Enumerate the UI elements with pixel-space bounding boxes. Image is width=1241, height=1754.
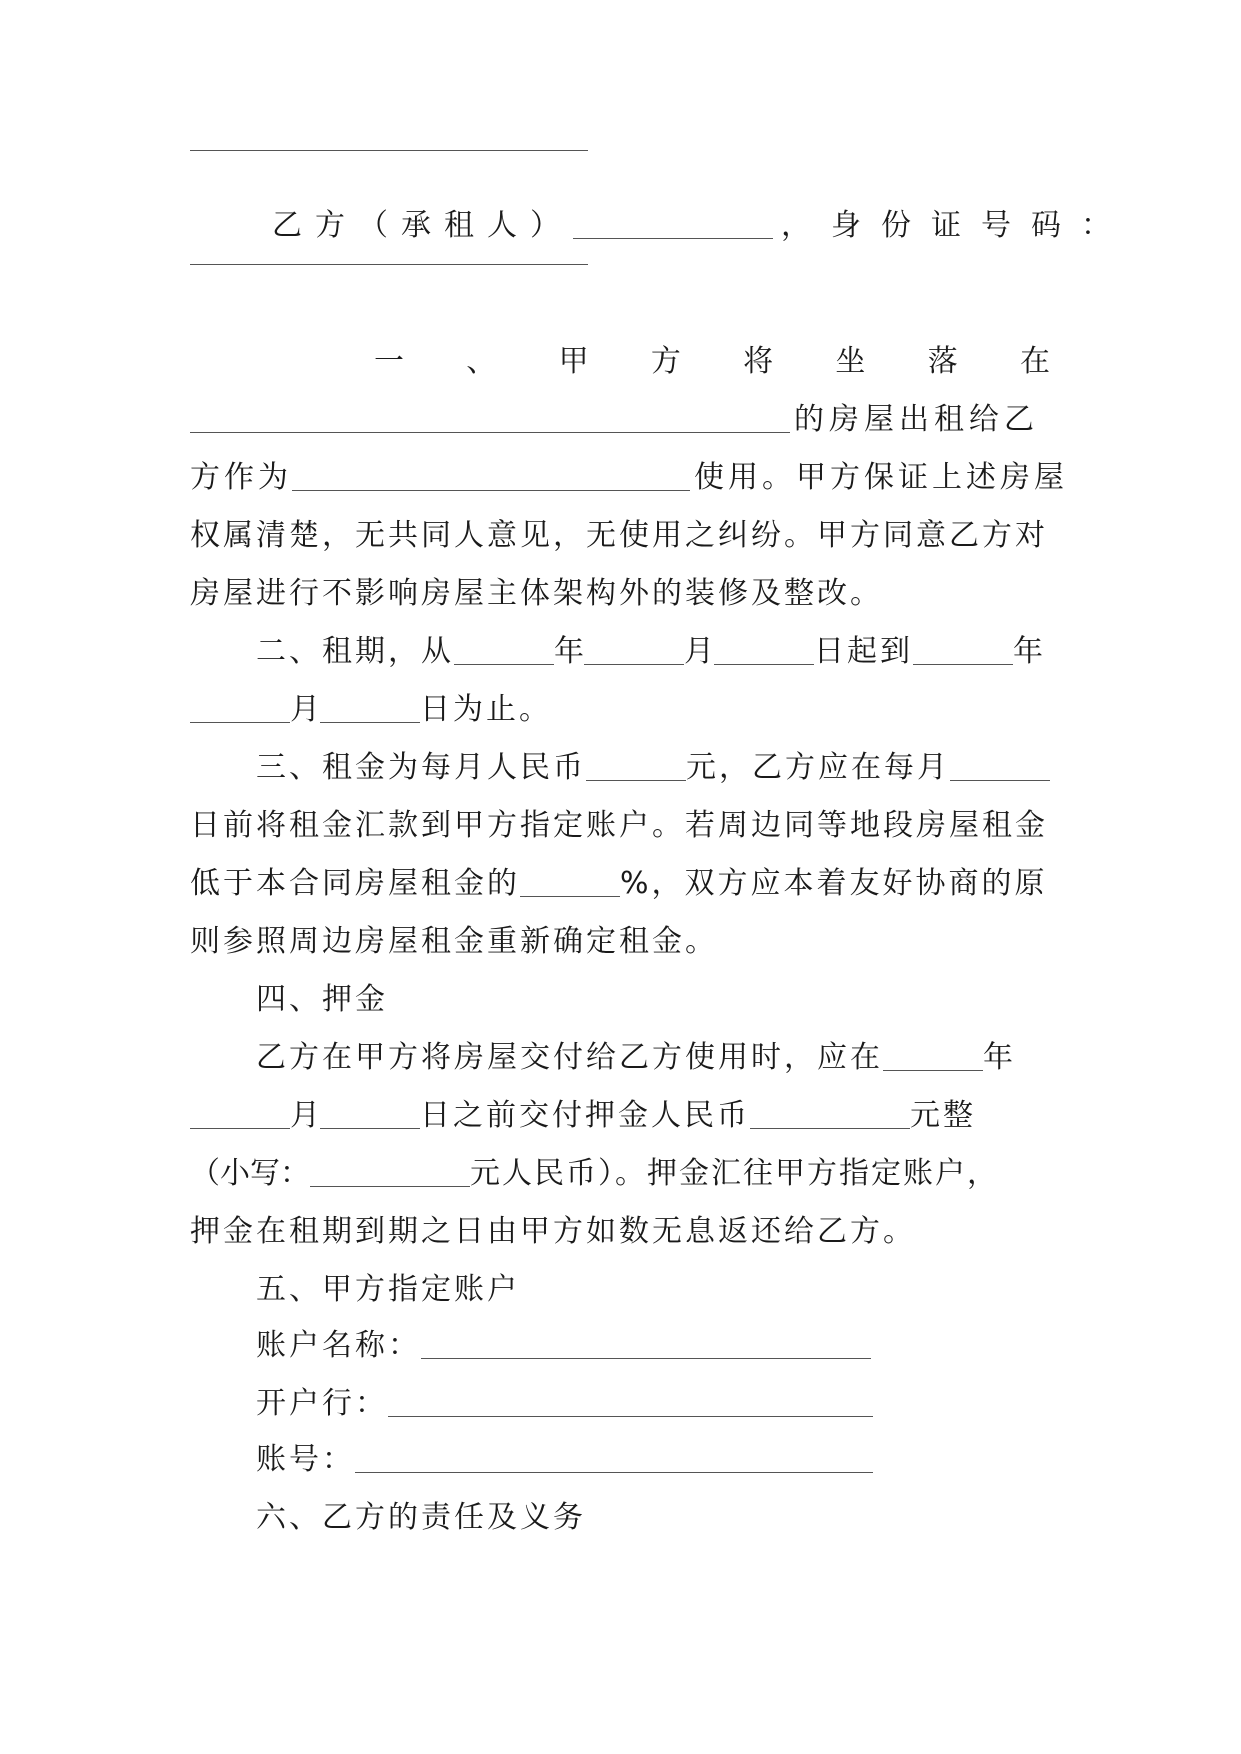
text: 日之前交付押金人民币 [420, 1098, 750, 1133]
account-number-blank [355, 1472, 873, 1473]
doc-line-21 [256, 1326, 1050, 1366]
doc-line-16 [256, 1038, 1050, 1078]
doc-line-19 [190, 1212, 1050, 1252]
end-month-blank [190, 722, 290, 723]
text: 月 [290, 1098, 320, 1133]
deposit-day-blank [320, 1128, 420, 1129]
start-year-blank [454, 664, 554, 665]
text: 元整 [910, 1098, 976, 1133]
start-day-blank [714, 664, 814, 665]
location-blank [190, 432, 790, 433]
text: 年 [983, 1040, 1013, 1075]
text: 权属清楚，无共同人意见，无使用之纠纷。甲方同意乙方对 [190, 518, 1048, 553]
doc-line-4 [374, 342, 1050, 382]
doc-line-10 [190, 690, 1050, 730]
doc-line-12 [190, 806, 1050, 846]
text: 二、租期，从 [256, 634, 454, 669]
doc-line-5 [190, 400, 1050, 440]
text: 押金在租期到期之日由甲方如数无息返还给乙方。 [190, 1214, 916, 1249]
char: 一 [374, 344, 404, 379]
text: （小写： [190, 1156, 310, 1191]
percent-blank [520, 896, 620, 897]
char: 在 [1019, 344, 1050, 379]
doc-line-17 [190, 1096, 1050, 1136]
doc-line-6 [190, 458, 1068, 498]
doc-line-20 [256, 1270, 1050, 1310]
monthly-rent-blank [586, 780, 686, 781]
text: 三、租金为每月人民币 [256, 750, 586, 785]
doc-line-2 [272, 206, 1131, 246]
deposit-amount-numeric-blank [310, 1186, 470, 1187]
doc-line-22 [256, 1384, 1050, 1424]
deposit-year-blank [883, 1070, 983, 1071]
doc-line-14 [190, 922, 1050, 962]
text: 使用。甲方保证上述房屋 [694, 460, 1068, 495]
text: 年 [1013, 634, 1043, 669]
account-name-label: 账户名称： [256, 1328, 421, 1363]
text: %，双方应本着友好协商的原 [620, 866, 1048, 901]
id-number-blank [190, 264, 588, 265]
section-heading: 四、押金 [256, 982, 388, 1017]
section-heading: 六、乙方的责任及义务 [256, 1500, 586, 1535]
text: 日起到 [814, 634, 913, 669]
bank-label: 开户行： [256, 1386, 388, 1421]
doc-line-13 [190, 864, 1050, 904]
char: 方 [650, 344, 681, 379]
doc-line-15 [256, 980, 1050, 1020]
text: 元，乙方应在每月 [686, 750, 950, 785]
text: 元人民币）。押金汇往甲方指定账户， [470, 1156, 999, 1191]
bank-blank [388, 1416, 873, 1417]
payment-day-blank [950, 780, 1050, 781]
doc-line-8 [190, 574, 1050, 614]
doc-line-24 [256, 1498, 1050, 1538]
doc-line-7 [190, 516, 1050, 556]
text: 日前将租金汇款到甲方指定账户。若周边同等地段房屋租金 [190, 808, 1048, 843]
doc-line-1 [190, 150, 1050, 158]
doc-line-11 [256, 748, 1050, 788]
usage-blank [292, 490, 690, 491]
char: 将 [743, 344, 774, 379]
doc-line-9 [256, 632, 1050, 672]
char: 甲 [558, 344, 589, 379]
text: 低于本合同房屋租金的 [190, 866, 520, 901]
char: 落 [927, 344, 958, 379]
text: 日为止。 [420, 692, 552, 727]
text: 乙方在甲方将房屋交付给乙方使用时，应在 [256, 1040, 883, 1075]
char: 坐 [835, 344, 866, 379]
end-year-blank [913, 664, 1013, 665]
text: 则参照周边房屋租金重新确定租金。 [190, 924, 718, 959]
text: 的房屋出租给乙 [794, 402, 1039, 437]
doc-line-18 [190, 1154, 1050, 1194]
doc-line-3 [190, 264, 1050, 272]
text: 方作为 [190, 460, 292, 495]
id-number-label: ，身份证号码： [781, 208, 1131, 243]
end-day-blank [320, 722, 420, 723]
deposit-month-blank [190, 1128, 290, 1129]
party-b-name-blank [573, 238, 773, 239]
party-b-label: 乙方（承租人） [272, 208, 573, 243]
text: 年 [554, 634, 584, 669]
char: 、 [466, 344, 497, 379]
account-number-label: 账号： [256, 1442, 355, 1477]
account-name-blank [421, 1358, 871, 1359]
section-heading: 五、甲方指定账户 [256, 1272, 520, 1307]
start-month-blank [584, 664, 684, 665]
text: 房屋进行不影响房屋主体架构外的装修及整改。 [190, 576, 883, 611]
text: 月 [290, 692, 320, 727]
blank-underline [190, 150, 588, 151]
deposit-amount-blank [750, 1128, 910, 1129]
doc-line-23 [256, 1440, 1050, 1480]
text: 月 [684, 634, 714, 669]
